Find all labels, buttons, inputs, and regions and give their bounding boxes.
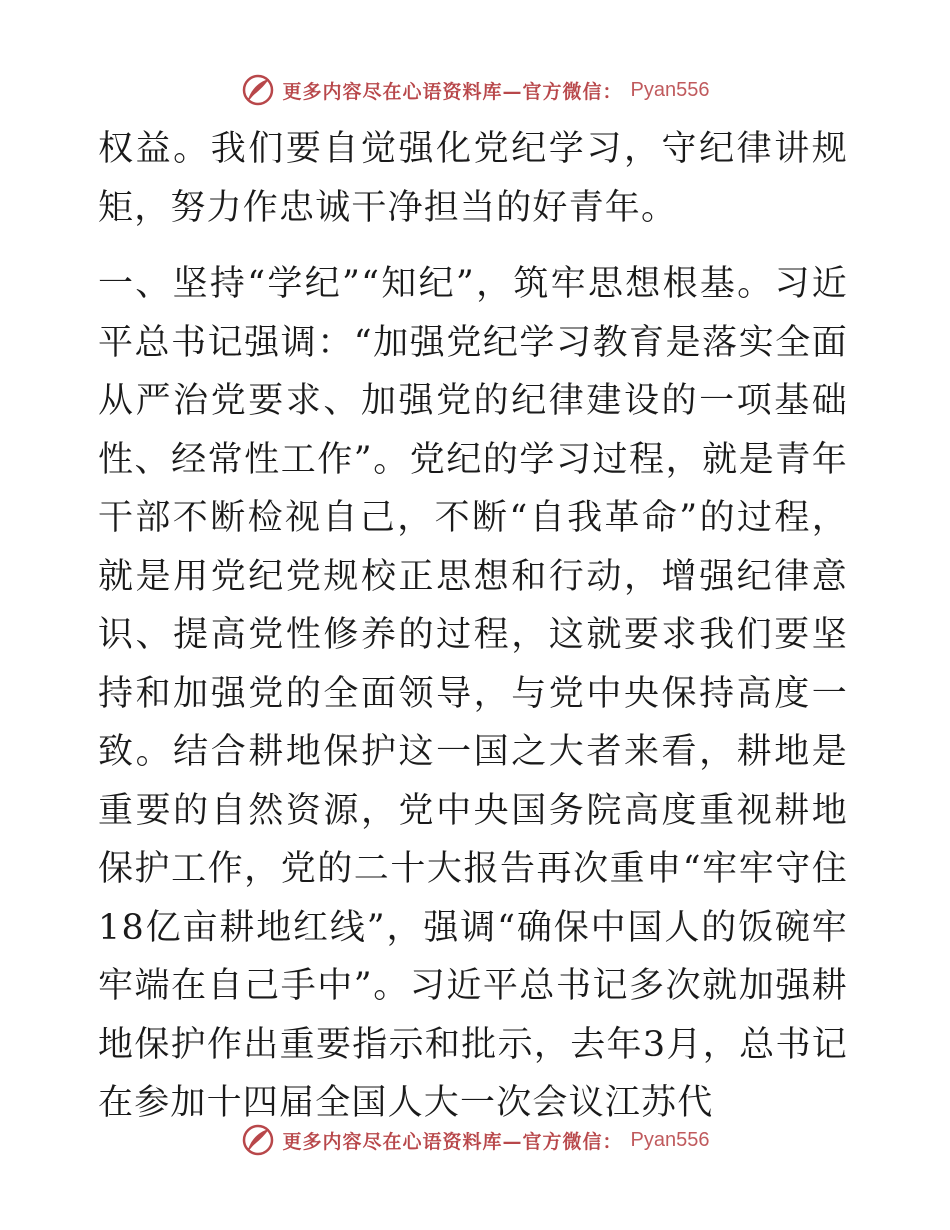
paragraph-2: 一、坚持“学纪”“知纪”，筑牢思想根基。习近平总书记强调：“加强党纪学习教育是落实全面从严治党要求、加强党的纪律建设的一项基础性、经常性工作”。党纪的学习过程，就是青年干部不断检视自己，不断“自我革命”的过程，就是用党纪党规校正思想和行动，增强纪律意识、提高党性修养的过程，这就要求我们要坚持和加强党的全面领导，与党中央保持高度一致。结合耕地保护这一国之大者来看，耕地是重要的自然资源，党中央国务院高度重视耕地保护工作，党的二十大报告再次重申“牢牢守住18亿亩耕地红线”，强调“确保中国人的饭碗牢牢端在自己手中”。习近平总书记多次就加强耕地保护作出重要指示和批示，去年3月，总书记在参加十四届全国人大一次会议江苏代 — [98, 264, 848, 1123]
header-banner-text: 更多内容尽在心语资料库—官方微信： — [282, 80, 623, 103]
feather-pen-logo-icon — [241, 1123, 275, 1157]
header-wechat-id: Pyan556 — [630, 78, 710, 101]
feather-pen-logo-icon — [241, 73, 275, 107]
document-body — [98, 120, 848, 1133]
header-watermark-banner — [0, 70, 950, 110]
footer-wechat-id: Pyan556 — [630, 1128, 710, 1151]
footer-banner-text: 更多内容尽在心语资料库—官方微信： — [282, 1130, 623, 1153]
paragraph-1: 权益。我们要自觉强化党纪学习，守纪律讲规矩，努力作忠诚干净担当的好青年。 — [98, 129, 848, 228]
footer-watermark-banner — [0, 1120, 950, 1160]
